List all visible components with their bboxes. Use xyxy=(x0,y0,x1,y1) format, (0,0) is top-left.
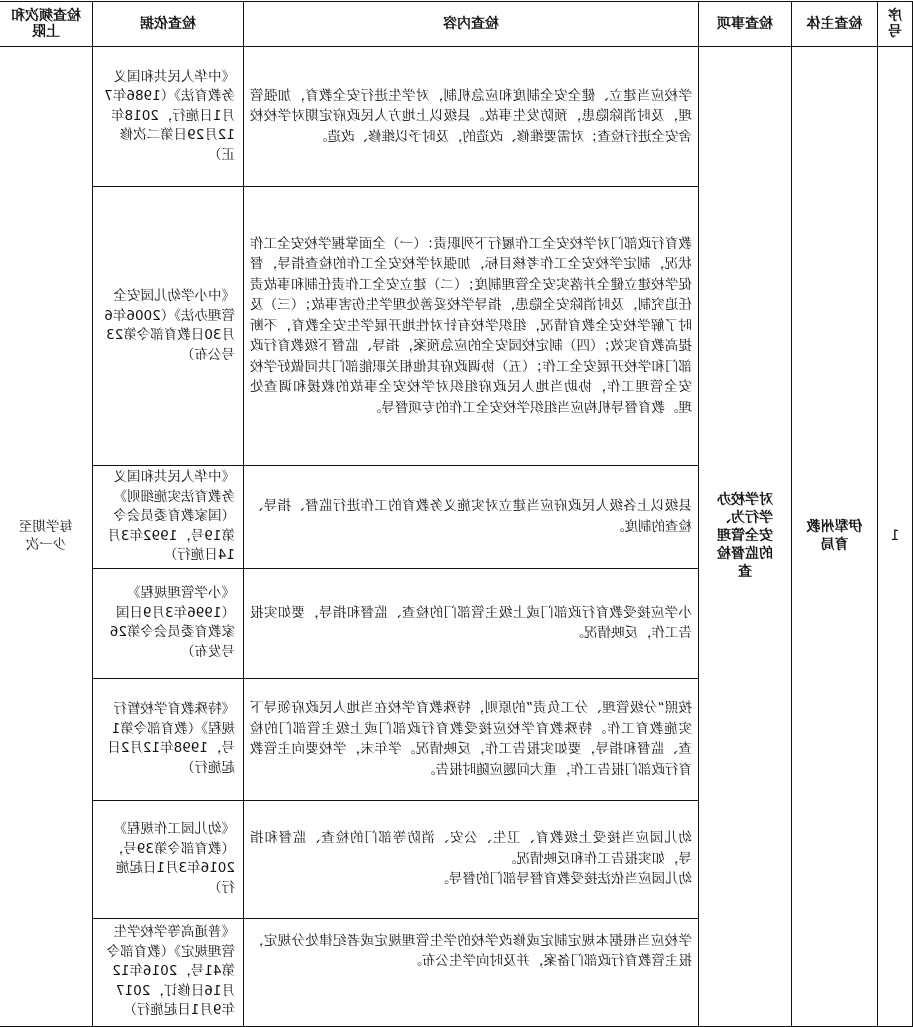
basis-cell: 《中华人民共和国义务教育法》（1986年7月1日施行，2018年12月29日第二次修正） xyxy=(93,47,244,187)
header-frequency: 检查频次和上限 xyxy=(0,2,93,47)
basis-cell: 《中小学幼儿园安全管理办法》（2006年6月30日教育部令第23号公布） xyxy=(93,187,244,466)
header-row xyxy=(0,2,913,47)
seq-cell: 1 xyxy=(878,47,913,1027)
basis-cell: 《普通高等学校学生管理规定》（教育部令第41号，2016年12月16日修订，2017年9月1日起施行） xyxy=(93,918,244,1026)
header-item: 检查事项 xyxy=(699,2,792,47)
header-basis: 检查依据 xyxy=(93,2,244,47)
table-row xyxy=(0,47,913,187)
header-subject: 检查主体 xyxy=(792,2,878,47)
content-cell: 县级以上各级人民政府应当建立对实施义务教育的工作进行监督、指导、检查的制度。 xyxy=(244,466,699,569)
header-seq: 序号 xyxy=(878,2,913,47)
content-cell: 按照“分级管理、分工负责”的原则，特殊教育学校在当地人民政府领导下实施教育工作。特殊教育学校应接受教育行政部门或上级主管部门的检查、监督和指导，要如实报告工作，反映情况。学年末，学校要向主管教育行政部门报告工作，重大问题应随时报告。 xyxy=(244,678,699,800)
basis-cell: 《小学管理规程》（1996年3月9日国家教育委员会令第26号发布） xyxy=(93,568,244,678)
inspection-table xyxy=(0,1,913,1027)
subject-cell: 伊犁州教育局 xyxy=(792,47,878,1027)
basis-cell: 《特殊教育学校暂行规程》（教育部令第1号，1998年12月2日起施行） xyxy=(93,678,244,800)
content-cell: 学校应当建立、健全安全制度和应急机制，对学生进行安全教育，加强管理，及时消除隐患，预防发生事故。县级以上地方人民政府定期对学校校舍安全进行检查；对需要维修、改造的，及时予以维修、改造。 xyxy=(244,47,699,187)
content-cell: 学校应当根据本规定制定或修改学校的学生管理规定或者纪律处分规定，报主管教育行政部门备案，并及时向学生公布。 xyxy=(244,918,699,1026)
basis-cell: 《中华人民共和国义务教育法实施细则》（国家教育委员会令第19号，1992年3月14日施行） xyxy=(93,466,244,569)
header-content: 检查内容 xyxy=(244,2,699,47)
content-cell: 小学应接受教育行政部门或上级主管部门的检查、监督和指导，要如实报告工作，反映情况。 xyxy=(244,568,699,678)
content-cell: 教育行政部门对学校安全工作履行下列职责：（一）全面掌握学校安全工作状况，制定学校安全工作考核目标，加强对学校安全工作的检查指导，督促学校建立健全并落实安全管理制度；（二）建立安全工作责任制和事故责任追究制，及时消除安全隐患，指导学校妥善处理学生伤害事故；（三）及时了解学校安全教育情况，组织学校有针对性地开展学生安全教育，不断提高教育实效；（四）制定校园安全的应急预案，指导、监督下级教育行政部门和学校开展安全工作；（五）协调政府其他相关职能部门共同做好学校安全管理工作，协助当地人民政府组织对学校安全事故的救援和调查处理。教育督导机构应当组织学校安全工作的专项督导。 xyxy=(244,187,699,466)
content-cell: 幼儿园应当接受上级教育、卫生、公安、消防等部门的检查、监督和指导，如实报告工作和反映情况。 幼儿园应当依法接受教育督导部门的督导。 xyxy=(244,800,699,918)
basis-cell: 《幼儿园工作规程》（教育部令第39号，2016年3月1日起施行） xyxy=(93,800,244,918)
frequency-cell: 每学期至少一次 xyxy=(0,47,93,1027)
item-cell: 对学校办学行为、安全管理的监督检查 xyxy=(699,47,792,1027)
